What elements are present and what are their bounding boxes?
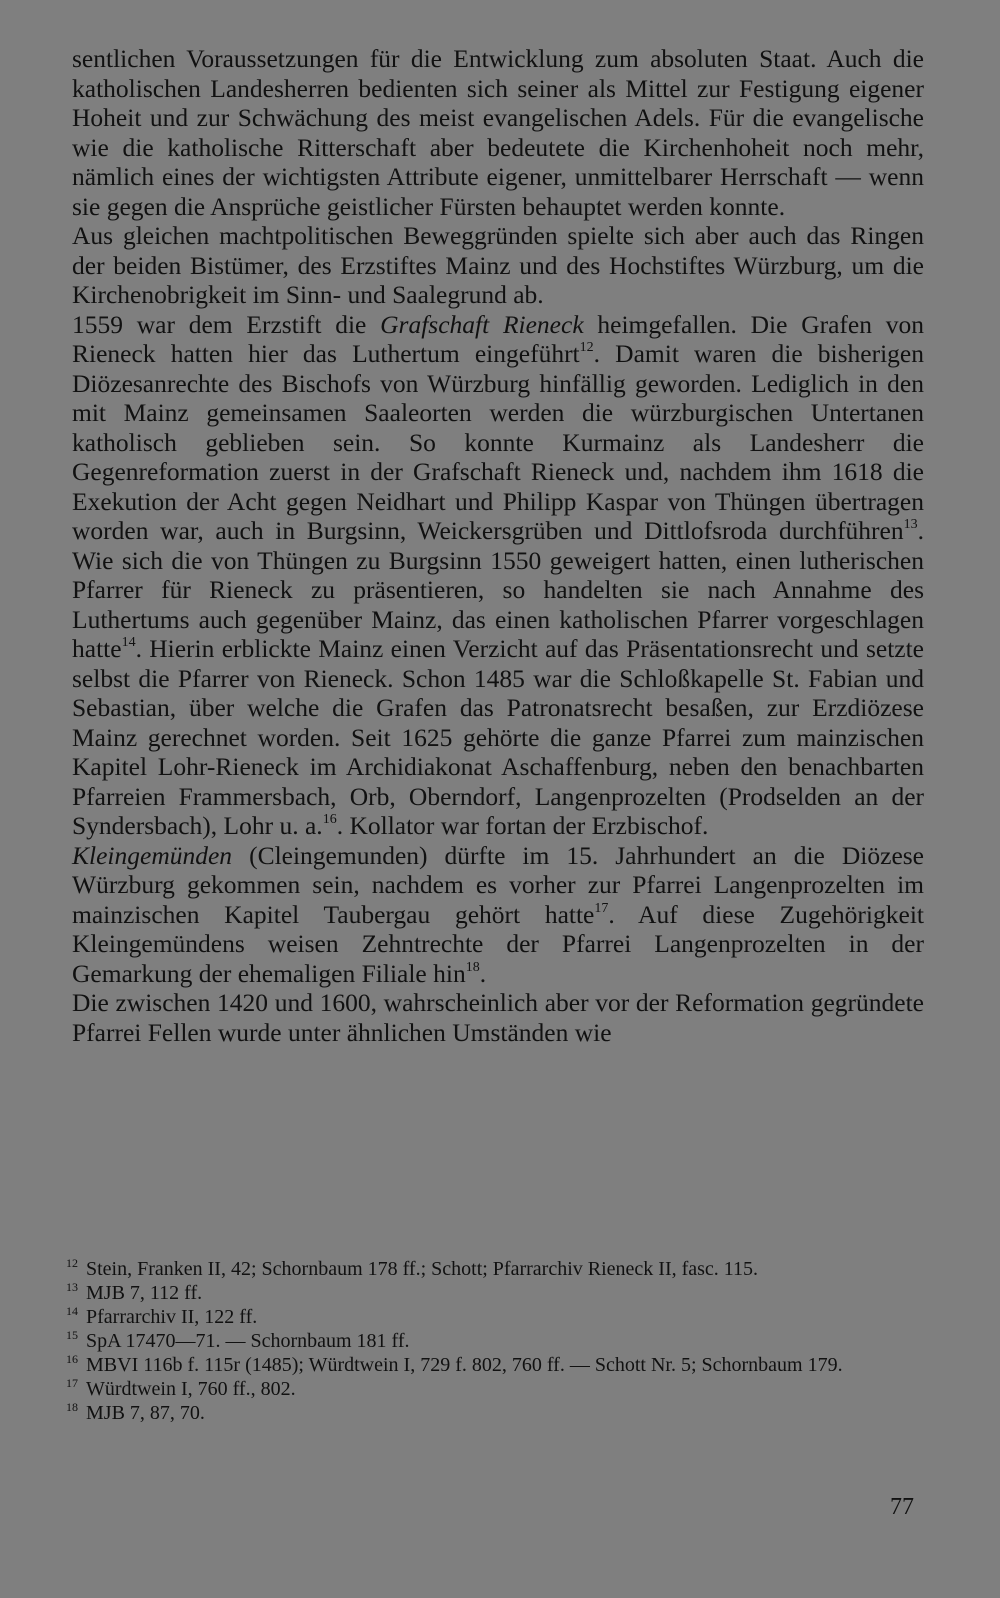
paragraph-text: . Auf diese Zugehörigkeit Kleingemündens weisen Zehntrechte der Pfarrei Langenprozelten in der Gemarkung der ehemaligen Filiale hin bbox=[72, 899, 924, 988]
footnote bbox=[66, 1353, 924, 1377]
footnote-number: 14 bbox=[66, 1304, 78, 1318]
paragraph-text: . Kollator war fortan der Erzbischof. bbox=[336, 811, 709, 840]
footnote bbox=[66, 1281, 924, 1305]
paragraph-text: 1559 war dem Erzstift die bbox=[72, 309, 381, 339]
footnote-reference: 13 bbox=[903, 517, 918, 532]
footnote-text: Stein, Franken II, 42; Schornbaum 178 ff.; Schott; Pfarrarchiv Rieneck II, fasc. 115. bbox=[86, 1258, 759, 1280]
footnote bbox=[66, 1305, 924, 1329]
paragraph-text: sentlichen Voraussetzungen für die Entwicklung zum absoluten Staat. Auch die katholischen Landesherren bedienten sich seiner als Mittel zur Festigung eigener Hoheit und zur Schwächung des meist evangelischen Adels. Für die evangelische wie die katholische Ritterschaft aber bedeutete die Kirchenhoheit noch mehr, nämlich eines der wichtigsten Attribute eigener, unmittelbarer Herrschaft — wenn sie gegen die Ansprüche geistlicher Fürsten behauptet werden konnte. bbox=[72, 44, 924, 221]
footnote-reference: 17 bbox=[594, 900, 609, 916]
footnote bbox=[66, 1329, 924, 1353]
footnote-reference: 12 bbox=[579, 340, 594, 355]
footnote-number: 15 bbox=[66, 1328, 78, 1342]
body-text bbox=[72, 44, 924, 1047]
italic-place-name: Kleingemünden bbox=[72, 840, 233, 870]
footnote-number: 17 bbox=[66, 1376, 78, 1390]
paragraph bbox=[72, 221, 924, 310]
footnote-number: 18 bbox=[66, 1400, 78, 1414]
footnote-text: Würdtwein I, 760 ff., 802. bbox=[86, 1378, 296, 1400]
paragraph-text: . Hierin erblickte Mainz einen Verzicht auf das Präsentationsrecht und setzte selbst die Pfarrer von Rieneck. Schon 1485 war die Schloßkapelle St. Fabian und Sebastian, über welche die Grafen das Patronatsrecht besaßen, zur Erzdiözese Mainz gerechnet worden. Seit 1625 gehörte die ganze Pfarrei zum mainzischen Kapitel Lohr-Rieneck im Archidiakonat Aschaffenburg, neben den benachbarten Pfarreien Frammersbach, Orb, Oberndorf, Langenprozelten (Prodselden an der Syndersbach), Lohr u. a. bbox=[72, 634, 924, 840]
footnote-reference: 16 bbox=[322, 812, 337, 827]
footnote-number: 12 bbox=[66, 1256, 78, 1270]
footnote-text: SpA 17470—71. — Schornbaum 181 ff. bbox=[86, 1330, 410, 1352]
paragraph bbox=[72, 44, 924, 221]
footnote-text: MJB 7, 112 ff. bbox=[86, 1282, 203, 1304]
footnote-text: MBVI 116b f. 115r (1485); Würdtwein I, 729 f. 802, 760 ff. — Schott Nr. 5; Schornbaum 179. bbox=[86, 1354, 843, 1376]
footnote-reference: 18 bbox=[465, 959, 480, 975]
footnote-reference: 14 bbox=[121, 635, 136, 650]
footnotes bbox=[66, 1257, 924, 1425]
footnote-text: Pfarrarchiv II, 122 ff. bbox=[86, 1306, 258, 1328]
paragraph-text: (Cleingemunden) dürfte im 15. Jahrhundert an die Diözese Würzburg gekommen sein, nachdem es vorher zur Pfarrei Langenprozelten im mainzischen Kapitel Taubergau gehört hatte bbox=[72, 840, 924, 929]
paragraph-text: . Damit waren die bisherigen Diözesanrechte des Bischofs von Würzburg hinfällig geworden. Lediglich in den mit Mainz gemeinsamen Saaleorten werden die würzburgischen Untertanen katholisch geblieben sein. So konnte Kurmainz als Landesherr die Gegenreformation zuerst in der Grafschaft Rieneck und, nachdem ihm 1618 die Exekution der Acht gegen Neidhart und Philipp Kaspar von Thüngen übertragen worden war, auch in Burgsinn, Weickersgrüben und Dittlofsroda durchführen bbox=[72, 339, 924, 545]
footnote bbox=[66, 1401, 924, 1425]
footnote bbox=[66, 1377, 924, 1401]
paragraph-text: . Wie sich die von Thüngen zu Burgsinn 1550 geweigert hatten, einen lutherischen Pfarrer für Rieneck zu präsentieren, so handelten sie nach Annahme des Luthertums auch gegenüber Mainz, das einen katholischen Pfarrer vorgeschlagen hatte bbox=[72, 516, 924, 663]
paragraph-text: Aus gleichen machtpolitischen Beweggründen spielte sich aber auch das Ringen der beiden Bistümer, des Erzstiftes Mainz und des Hochstiftes Würzburg, um die Kirchenobrigkeit im Sinn- und Saalegrund ab. bbox=[72, 221, 924, 309]
footnote-text: MJB 7, 87, 70. bbox=[86, 1402, 205, 1424]
paragraph-text: Die zwischen 1420 und 1600, wahrscheinlich aber vor der Reformation gegründete Pfarrei Fellen wurde unter ähnlichen Umständen wie bbox=[72, 988, 924, 1047]
footnote-number: 16 bbox=[66, 1352, 78, 1366]
paragraph-text: . bbox=[479, 958, 487, 988]
footnote-number: 13 bbox=[66, 1280, 78, 1294]
page-number: 77 bbox=[890, 1494, 914, 1520]
footnote bbox=[66, 1257, 924, 1281]
paragraph bbox=[72, 988, 924, 1047]
paragraph bbox=[72, 841, 924, 989]
italic-place-name: Grafschaft Rieneck bbox=[380, 309, 584, 339]
paragraph bbox=[72, 310, 924, 841]
paragraph-text: heimgefallen. Die Grafen von Rieneck hatten hier das Luthertum eingeführt bbox=[72, 309, 924, 368]
